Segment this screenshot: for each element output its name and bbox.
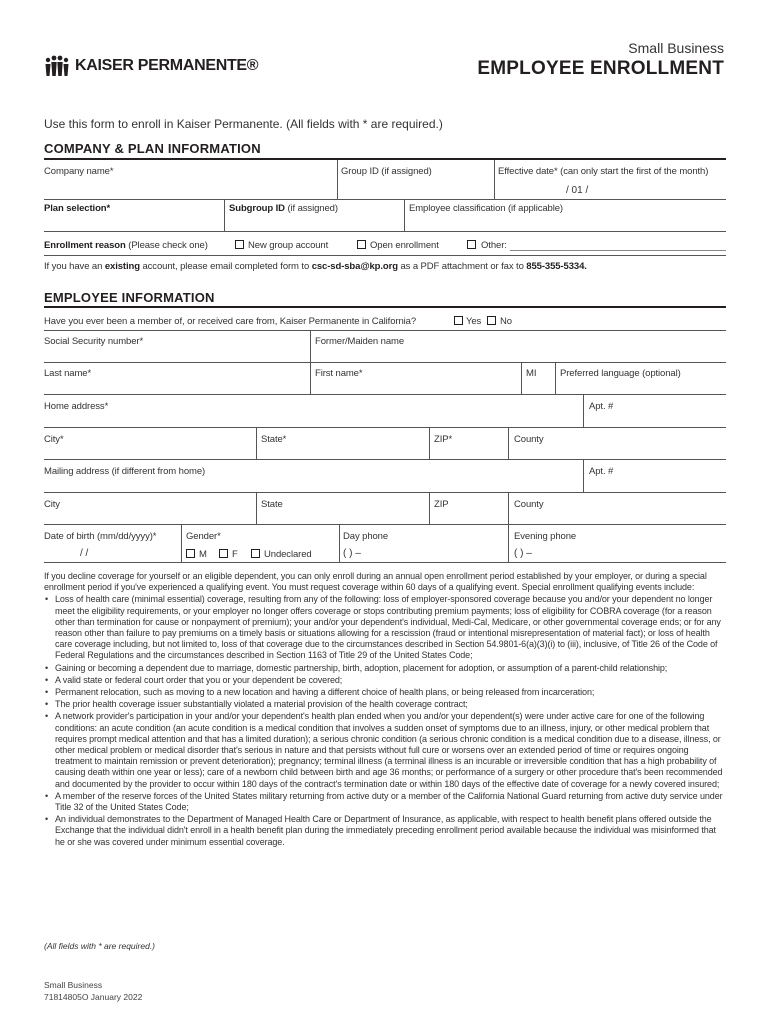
notice-bullet: • The prior health coverage issuer substantially violated a material provision of the health coverage contract; [44, 699, 728, 710]
ssn-label: Social Security number* [44, 336, 144, 347]
divider [555, 362, 556, 394]
mailing-county-label: County [514, 499, 544, 510]
evening-phone-label: Evening phone [514, 531, 577, 542]
divider [44, 562, 726, 563]
mi-label: MI [526, 368, 537, 379]
footer-line-1: Small Business [44, 980, 103, 990]
divider [521, 362, 522, 394]
gender-undeclared-checkbox[interactable] [251, 549, 260, 558]
notice-bullet: • Gaining or becoming a dependent due to marriage, domestic partnership, birth, adoption, placement for adoption, or assumption of a parent-child relationship; [44, 663, 728, 674]
divider [583, 459, 584, 492]
csc-email-link[interactable]: csc-sd-sba@kp.org [311, 261, 398, 272]
header-subtitle: Small Business [628, 40, 724, 56]
divider [44, 231, 726, 232]
preferred-language-label: Preferred language (optional) [560, 368, 681, 379]
gender-m-label: M [199, 549, 207, 560]
special-enrollment-notice [44, 571, 728, 848]
divider [44, 459, 726, 460]
mailing-address-label: Mailing address (if different from home) [44, 466, 206, 477]
subgroup-id-label: Subgroup ID (if assigned) [229, 203, 338, 214]
member-yes-checkbox[interactable] [454, 316, 463, 325]
footer-form-number: 71814805O January 2022 [44, 992, 143, 1002]
notice-bullet: • An individual demonstrates to the Department of Managed Health Care or Department of Insurance, as applicable, with respect to health benefit plans offered outside the Exchange that the individual didn't enroll in a health benefit plan during the immediately preceding enrollment period available because the individual was misinformed that he or she was covered under minimum essential coverage. [44, 814, 728, 848]
mailing-zip-label: ZIP [434, 499, 449, 510]
home-address-label: Home address* [44, 401, 109, 412]
member-question: Have you ever been a member of, or received care from, Kaiser Permanente in California? [44, 316, 417, 327]
open-enrollment-checkbox[interactable] [357, 240, 366, 249]
section-rule [44, 158, 726, 160]
divider [508, 524, 509, 562]
intro-text: Use this form to enroll in Kaiser Permanente. (All fields with * are required.) [44, 117, 443, 131]
gender-f-label: F [232, 549, 238, 560]
divider [224, 199, 225, 231]
required-fields-note: (All fields with * are required.) [44, 941, 156, 951]
fax-number: 855-355-5334. [526, 261, 587, 272]
divider [44, 492, 726, 493]
other-label: Other: [481, 240, 507, 251]
notice-bullet: • A valid state or federal court order that you or your dependent be covered; [44, 675, 728, 686]
divider [44, 394, 726, 395]
divider [181, 524, 182, 562]
dob-label: Date of birth (mm/dd/yyyy)* [44, 531, 157, 542]
gender-label: Gender* [186, 531, 221, 542]
divider [404, 199, 405, 231]
evening-phone-field[interactable]: ( ) – [514, 548, 532, 559]
new-group-checkbox[interactable] [235, 240, 244, 249]
divider [494, 160, 495, 200]
first-name-label: First name* [315, 368, 363, 379]
enrollment-reason-label: Enrollment reason (Please check one) [44, 240, 208, 251]
notice-bullet: • A member of the reserve forces of the United States military returning from active duty or a member of the California National Guard returning from active duty service under Title 32 of the United States Code; [44, 791, 728, 813]
company-name-label: Company name* [44, 166, 114, 177]
member-no-checkbox[interactable] [487, 316, 496, 325]
group-id-label: Group ID (if assigned) [341, 166, 432, 177]
open-enrollment-label: Open enrollment [370, 240, 439, 251]
kaiser-logo [44, 55, 258, 77]
effective-date-field[interactable]: / 01 / [566, 185, 589, 196]
notice-bullet: • Loss of health care (minimal essential) coverage, resulting from any of the following: loss of employer-sponsored coverage because you and/or your dependent no longer meet the eligibility requirements, or your employer no longer offers coverage or stops contributing premium payments; loss of eligibility for COBRA coverage (for a reason other than termination for cause or nonpayment of premium); your and/or your dependent's individual, Medi-Cal, Medicare, or other governmental coverage ends; or for any reason other than failure to pay premiums on a timely basis or situations allowing for a rescission (fraud or intentional misrepresentation of material fact); or loss of health care coverage including, but not limited to, loss of that coverage due to the circumstances described in Section 54.9801-6(a)(3)(i) to (iii), inclusive, of Title 26 of the Code of Federal Regulations and the circumstances described in Section 1163 of Title 29 of the United States Code; [44, 594, 728, 661]
employee-classification-label: Employee classification (if applicable) [409, 203, 563, 214]
mailing-apt-label: Apt. # [589, 466, 614, 477]
member-yes-label: Yes [466, 316, 482, 327]
notice-bullet: • Permanent relocation, such as moving to a new location and having a different choice of health plans, or being released from incarceration; [44, 687, 728, 698]
other-checkbox[interactable] [467, 240, 476, 249]
member-no-label: No [500, 316, 512, 327]
divider [44, 255, 726, 256]
divider [429, 427, 430, 459]
divider [429, 492, 430, 524]
mailing-state-label: State [261, 499, 283, 510]
company-section-title: COMPANY & PLAN INFORMATION [44, 141, 261, 156]
divider [44, 199, 726, 200]
logo-text: KAISER PERMANENTE® [75, 57, 259, 74]
divider [310, 362, 311, 394]
zip-label: ZIP* [434, 434, 453, 445]
dob-field[interactable]: / / [80, 548, 89, 559]
divider [339, 524, 340, 562]
divider [337, 160, 338, 200]
divider [310, 330, 311, 362]
divider [508, 427, 509, 459]
page-title: EMPLOYEE ENROLLMENT [477, 58, 724, 79]
kaiser-people-logo-icon [44, 55, 70, 77]
divider [256, 492, 257, 524]
section-rule [44, 306, 726, 308]
divider [44, 330, 726, 331]
state-label: State* [261, 434, 287, 445]
day-phone-field[interactable]: ( ) – [343, 548, 361, 559]
mailing-city-label: City [44, 499, 60, 510]
notice-bullet: • A network provider's participation in your and/or your dependent's health plan ended when you and/or your dependent(s) were under active care for one of the following conditions: an acute condition (an acute condition is a medical condition that involves a sudden onset of symptoms due to an illness, injury, or other medical problem that requires prompt medical attention and that has a limited duration); a serious chronic condition (a serious chronic condition is a medical condition due to a disease, illness, or other medical problem or medical disorder that's serious in nature and that persists without full cure or worsens over an extended period of time or requires ongoing treatment to maintain remission or prevent deterioration); pregnancy; terminal illness (a terminal illness is an incurable or irreversible condition that has a high probability of causing death within one year or less); care of a newborn child between birth and age 36 months; or performance of a surgery or other procedure that's been recommended and documented by the provider to occur within 180 days of the contract's termination date or within 180 days of the effective date of coverage for a newly covered insured; [44, 711, 728, 789]
effective-date-label: Effective date* (can only start the first of the month) [498, 166, 709, 177]
gender-undeclared-label: Undeclared [264, 549, 312, 560]
other-input-line[interactable] [510, 250, 726, 251]
divider [508, 492, 509, 524]
new-group-label: New group account [248, 240, 329, 251]
day-phone-label: Day phone [343, 531, 389, 542]
gender-m-checkbox[interactable] [186, 549, 195, 558]
city-label: City* [44, 434, 64, 445]
former-name-label: Former/Maiden name [315, 336, 405, 347]
divider [44, 362, 726, 363]
plan-selection-label: Plan selection* [44, 203, 111, 214]
divider [44, 427, 726, 428]
notice-intro: If you decline coverage for yourself or an eligible dependent, you can only enroll during an annual open enrollment period established by your employer, or during a special enrollment period if you've experienced a qualifying event. You must request coverage within 60 days of a qualifying event. Special enrollment qualifying events include: [44, 571, 707, 593]
last-name-label: Last name* [44, 368, 92, 379]
divider [583, 394, 584, 427]
existing-account-note: If you have an existing account, please email completed form to csc-sd-sba@kp.org as a PDF attachment or fax to 855-355-5334. [44, 261, 587, 272]
divider [256, 427, 257, 459]
employee-section-title: EMPLOYEE INFORMATION [44, 290, 215, 305]
divider [44, 524, 726, 525]
apt-label: Apt. # [589, 401, 614, 412]
county-label: County [514, 434, 544, 445]
gender-f-checkbox[interactable] [219, 549, 228, 558]
